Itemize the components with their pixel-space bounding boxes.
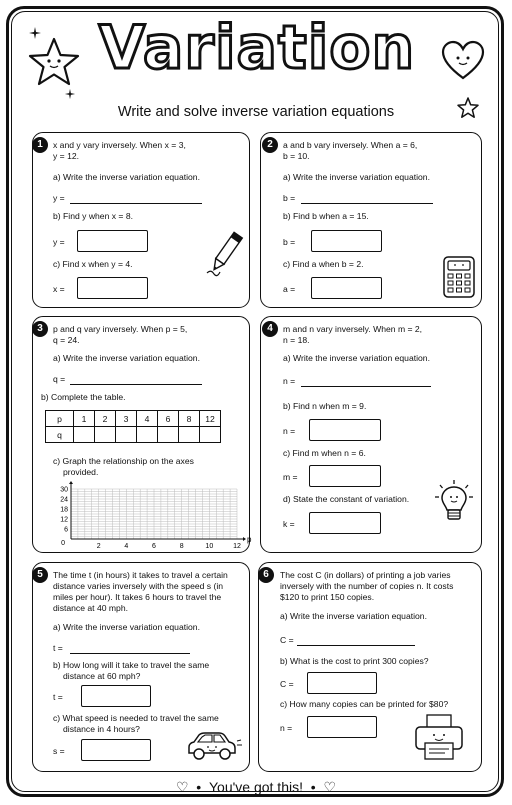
answer-label: b = xyxy=(283,237,296,247)
answer-line[interactable] xyxy=(70,203,202,204)
problem-number: 1 xyxy=(32,137,48,153)
table-cell: 4 xyxy=(137,411,158,427)
problem-card-4 xyxy=(260,316,482,553)
printer-icon xyxy=(413,713,465,761)
problem-stem: miles per hour). It takes 6 hours to travel the xyxy=(53,592,222,602)
part-c-prompt: c) Find m when n = 6. xyxy=(283,448,366,458)
answer-label: s = xyxy=(53,746,65,756)
answer-label: x = xyxy=(53,284,65,294)
y-tick-label: 18 xyxy=(60,506,68,514)
answer-line[interactable] xyxy=(301,203,433,204)
problem-stem: inversely with the number of copies n. It costs xyxy=(280,581,454,591)
table-input-cell[interactable] xyxy=(158,427,179,443)
problem-stem: distance at 40 mph. xyxy=(53,603,129,613)
problem-card-3 xyxy=(32,316,250,553)
part-a-prompt: a) Write the inverse variation equation. xyxy=(53,353,200,363)
page-subtitle: Write and solve inverse variation equations xyxy=(117,104,395,120)
star-outline-icon xyxy=(456,96,480,120)
problem-number: 3 xyxy=(32,321,48,337)
table-cell: 3 xyxy=(116,411,137,427)
part-c-prompt: c) How many copies can be printed for $80? xyxy=(280,699,449,709)
table-row xyxy=(46,411,221,427)
table-input-cell[interactable] xyxy=(179,427,200,443)
sparkle-icon xyxy=(64,88,76,100)
problem-stem: The time t (in hours) it takes to travel a certain xyxy=(53,570,228,580)
part-a-prompt: a) Write the inverse variation equation. xyxy=(53,172,200,182)
y-tick-label: 6 xyxy=(64,526,68,534)
part-b-prompt: b) Find y when x = 8. xyxy=(53,211,134,221)
lightbulb-icon xyxy=(433,479,475,527)
answer-box[interactable] xyxy=(307,716,377,738)
problem-stem: a and b vary inversely. When a = 6, xyxy=(283,140,418,150)
answer-box[interactable] xyxy=(307,672,377,694)
problem-stem: The cost C (in dollars) of printing a job varies xyxy=(280,570,451,580)
table-input-cell[interactable] xyxy=(116,427,137,443)
part-c-prompt: provided. xyxy=(63,467,99,477)
table-header-cell: p xyxy=(46,411,74,427)
part-c-prompt: distance in 4 hours? xyxy=(63,724,140,734)
heart-outline-icon: ♡ xyxy=(323,779,337,795)
problem-stem: n = 18. xyxy=(283,335,310,345)
answer-box[interactable] xyxy=(81,739,151,761)
answer-box[interactable] xyxy=(311,277,382,299)
part-c-prompt: c) What speed is needed to travel the same xyxy=(53,713,219,723)
blank-coordinate-graph[interactable] xyxy=(37,481,252,550)
x-tick-label: 6 xyxy=(152,543,156,550)
answer-label: n = xyxy=(280,723,293,733)
problem-stem: p and q vary inversely. When p = 5, xyxy=(53,324,188,334)
answer-label: a = xyxy=(283,284,296,294)
problem-number: 6 xyxy=(258,567,274,583)
problem-card-6 xyxy=(258,562,482,772)
problem-stem: x and y vary inversely. When x = 3, xyxy=(53,140,186,150)
answer-box[interactable] xyxy=(77,230,148,252)
answer-box[interactable] xyxy=(311,230,382,252)
answer-line[interactable] xyxy=(70,653,190,654)
x-tick-label: 10 xyxy=(205,543,214,550)
car-icon xyxy=(183,729,243,765)
pencil-icon xyxy=(205,229,245,279)
answer-label: y = xyxy=(53,237,65,247)
y-tick-label: 0 xyxy=(61,540,65,547)
page-title: Variation xyxy=(98,13,416,83)
answer-label: m = xyxy=(283,472,298,482)
y-axis-arrow xyxy=(69,481,73,484)
answer-box[interactable] xyxy=(309,419,381,441)
answer-line[interactable] xyxy=(301,386,431,387)
x-tick-label: 4 xyxy=(124,543,129,550)
problem-number: 4 xyxy=(262,321,278,337)
footer-text: You've got this! xyxy=(208,779,303,795)
answer-label: k = xyxy=(283,519,295,529)
answer-label: q = xyxy=(53,374,66,384)
table-input-cell[interactable] xyxy=(95,427,116,443)
answer-label: n = xyxy=(283,426,296,436)
y-tick-label: 24 xyxy=(60,496,68,504)
table-cell: 6 xyxy=(158,411,179,427)
answer-box[interactable] xyxy=(309,465,381,487)
calculator-icon xyxy=(442,255,476,299)
answer-box[interactable] xyxy=(309,512,381,534)
part-a-prompt: a) Write the inverse variation equation. xyxy=(280,611,427,621)
problem-stem: b = 10. xyxy=(283,151,310,161)
x-axis-arrow xyxy=(243,537,246,541)
table-header-cell: q xyxy=(46,427,74,443)
footer-message: ♡ • You've got this! • ♡ xyxy=(175,779,337,795)
star-icon xyxy=(26,36,82,88)
part-b-prompt: distance at 60 mph? xyxy=(63,671,141,681)
part-a-prompt: a) Write the inverse variation equation. xyxy=(53,622,200,632)
part-b-prompt: b) Find b when a = 15. xyxy=(283,211,369,221)
answer-label: y = xyxy=(53,193,65,203)
problem-stem: distance varies inversely with the speed s (in xyxy=(53,581,224,591)
problem-stem: q = 24. xyxy=(53,335,80,345)
table-row xyxy=(46,427,221,443)
heart-outline-icon: ♡ xyxy=(175,779,189,795)
part-c-prompt: c) Find x when y = 4. xyxy=(53,259,133,269)
problem-stem: $120 to print 150 copies. xyxy=(280,592,375,602)
part-b-prompt: b) How long will it take to travel the same xyxy=(53,660,210,670)
table-input-cell[interactable] xyxy=(200,427,221,443)
problem-number: 5 xyxy=(32,567,48,583)
part-b-prompt: b) Complete the table. xyxy=(41,392,126,402)
part-a-prompt: a) Write the inverse variation equation. xyxy=(283,172,430,182)
x-axis-label: p xyxy=(247,535,252,544)
table-input-cell[interactable] xyxy=(74,427,95,443)
heart-icon xyxy=(440,40,486,82)
answer-box[interactable] xyxy=(81,685,151,707)
answer-line[interactable] xyxy=(297,645,415,646)
part-a-prompt: a) Write the inverse variation equation. xyxy=(283,353,430,363)
part-d-prompt: d) State the constant of variation. xyxy=(283,494,410,504)
table-cell: 12 xyxy=(200,411,221,427)
problem-card-1 xyxy=(32,132,250,308)
part-b-prompt: b) What is the cost to print 300 copies? xyxy=(280,656,429,666)
part-c-prompt: c) Graph the relationship on the axes xyxy=(53,456,194,466)
table-input-cell[interactable] xyxy=(137,427,158,443)
problem-card-2 xyxy=(260,132,482,308)
x-tick-label: 8 xyxy=(179,543,184,550)
y-tick-label: 30 xyxy=(60,486,68,494)
values-table xyxy=(45,410,221,443)
answer-label: t = xyxy=(53,692,63,702)
x-tick-label: 12 xyxy=(233,543,241,550)
y-tick-label: 12 xyxy=(60,516,68,524)
table-cell: 8 xyxy=(179,411,200,427)
answer-line[interactable] xyxy=(70,384,202,385)
table-cell: 2 xyxy=(95,411,116,427)
x-tick-label: 2 xyxy=(96,543,101,550)
problem-stem: m and n vary inversely. When m = 2, xyxy=(283,324,423,334)
table-cell: 1 xyxy=(74,411,95,427)
answer-label: b = xyxy=(283,193,296,203)
answer-label: C = xyxy=(280,635,294,645)
answer-label: C = xyxy=(280,679,294,689)
problem-number: 2 xyxy=(262,137,278,153)
answer-box[interactable] xyxy=(77,277,148,299)
part-c-prompt: c) Find a when b = 2. xyxy=(283,259,364,269)
answer-label: t = xyxy=(53,643,63,653)
answer-label: n = xyxy=(283,376,296,386)
part-b-prompt: b) Find n when m = 9. xyxy=(283,401,367,411)
problem-card-5 xyxy=(32,562,250,772)
sparkle-icon xyxy=(28,26,42,40)
problem-stem: y = 12. xyxy=(53,151,80,161)
